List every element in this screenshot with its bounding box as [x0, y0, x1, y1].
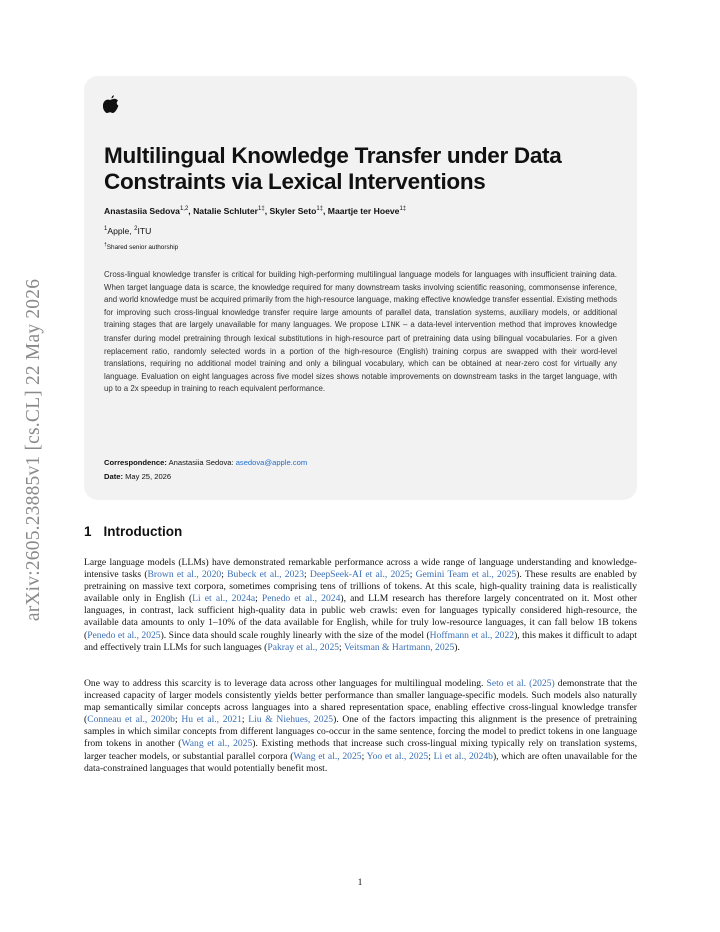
date-line [104, 472, 171, 481]
citation-link[interactable]: Bubeck et al., 2023 [227, 569, 304, 581]
shared-authorship-note [104, 242, 178, 251]
body-text: ; [174, 714, 182, 726]
section-number: 1 [84, 524, 92, 539]
affil-mark: 1 [104, 226, 108, 233]
citation-link[interactable]: Wang et al., 2025 [181, 738, 253, 750]
correspondence [104, 458, 307, 467]
body-text: One way to address this scarcity is to leverage data across other languages for multilingual modeling. [84, 678, 487, 689]
arxiv-sidebar-stamp [22, 260, 46, 640]
abstract [104, 269, 617, 396]
affil-mark: 2 [134, 226, 138, 233]
body-text: ; [255, 593, 262, 605]
section-heading [84, 524, 182, 539]
citation-link[interactable]: Li et al., 2024a [192, 593, 256, 605]
body-text: ). These results are enabled by pretraining on massive text corpora, sometimes comprising tens of trillions of tokens. At this scale, high-quality training data is realistically available only in English ( [84, 569, 637, 605]
body-text: ; [241, 714, 249, 726]
author-name: Anastasiia Sedova [104, 206, 180, 216]
abstract-text: – a data-level intervention method that improves knowledge transfer during model pretraining through lexical substitutions in high-resource part of pretraining data using bilingual vocabularies. For a given replacement ratio, randomly selected words in a portion of the high-resource (English) training corpus are swapped with their word-level translations, requiring no additional model training and only a bilingual vocabulary, which can be obtained at near-zero cost for virtually any language. Evaluation on eight languages across five model sizes shows notable improvements on downstream tasks in the target language, with up to a 2x speedup in training to reach equivalent performance. [104, 320, 617, 394]
citation-link[interactable]: Yoo et al., 2025 [366, 750, 429, 762]
intro-paragraph-2 [84, 678, 637, 775]
body-text: Large language models (LLMs) have demonstrated remarkable performance across a wide range of language understanding and knowledge-intensive tasks ( [84, 557, 637, 581]
shared-note-text: Shared senior authorship [106, 244, 179, 252]
body-text: ; [339, 641, 344, 653]
section-title: Introduction [103, 524, 183, 539]
author-name: Skyler Seto [269, 206, 317, 216]
body-text: ). [454, 641, 460, 653]
body-text: ; [221, 569, 228, 581]
body-text: ). Existing methods that increase such cross-lingual mixing typically rely on translation systems, larger teacher models, or substantial parallel corpora ( [84, 738, 638, 762]
apple-logo-icon [103, 95, 119, 114]
body-text: ). Since data should scale roughly linearly with the size of the model ( [160, 629, 430, 641]
body-text: ; [409, 569, 416, 581]
abstract-text: Cross-lingual knowledge transfer is critical for building high-performing multilingual language models for languages with insufficient training data. When target language data is scarce, the knowledge required for many downstream tasks involving scientific reasoning, commonsense inference, and world knowledge must be acquired primarily from the high-resource language, making effective knowledge transfer essential. Existing methods for improving such cross-lingual knowledge transfer require large amounts of parallel data, translation systems, auxiliary models, or additional training stages that are largely unavailable for many languages. We propose [104, 270, 618, 330]
citation-link[interactable]: Penedo et al., 2024 [261, 593, 341, 605]
citation-link[interactable]: Liu & Niehues, 2025 [248, 714, 334, 726]
citation-link[interactable]: Conneau et al., 2020b [87, 714, 175, 726]
body-text: ), which are often unavailable for the data-constrained languages that would potentially benefit most. [84, 750, 637, 774]
body-text: ), and LLM research has therefore largely concentrated on it. Most other languages, in contrast, lack sufficient high-quality data in public web crawls: even for languages typically considered high-resource, the available data amounts to only 1–10% of the data available for English, while for truly low-resource languages, it can fall below 1B tokens ( [84, 593, 637, 641]
author-name: Maartje ter Hoeve [327, 206, 400, 216]
date-label: Date: [104, 472, 123, 481]
author-mark: 1‡ [316, 206, 323, 213]
method-name: LINK [381, 321, 401, 331]
arxiv-id: arXiv:2605.23885v1 [cs.CL] 22 May 2026 [23, 278, 44, 622]
citation-link[interactable]: Li et al., 2024b [433, 750, 493, 762]
body-text: demonstrate that the increased capacity of larger models consistently yields better performance than smaller language-specific models. Such models also naturally map semantically similar concepts across languages into a shared representation space, enabling effective cross-lingual knowledge transfer ( [84, 678, 637, 726]
citation-link[interactable]: Pakray et al., 2025 [267, 641, 340, 653]
author-mark: 1‡ [399, 206, 407, 213]
author-mark: 1,2 [179, 206, 189, 213]
citation-link[interactable]: Penedo et al., 2025 [87, 629, 161, 641]
body-text: ). One of the factors impacting this alignment is the presence of pretraining samples in which similar concepts from different languages co-occur in the same sentence, forcing the model to predict tokens in one language from tokens in another ( [84, 714, 637, 750]
citation-link[interactable]: Wang et al., 2025 [293, 750, 362, 762]
affil-itu: ITU [137, 226, 152, 236]
affil-apple: Apple, [107, 226, 135, 236]
affiliations [104, 226, 151, 236]
page-number: 1 [357, 877, 363, 888]
author-name: Natalie Schluter [193, 206, 259, 216]
citation-link[interactable]: Gemini Team et al., 2025 [415, 569, 517, 581]
citation-link[interactable]: Veitsman & Hartmann, 2025 [343, 641, 455, 653]
email-link[interactable]: asedova@apple.com [235, 458, 308, 467]
citation-link[interactable]: Seto et al. (2025) [486, 678, 555, 689]
date-value: May 25, 2026 [123, 472, 172, 481]
correspondence-name: Anastasiia Sedova: [166, 458, 236, 467]
citation-link[interactable]: Brown et al., 2020 [147, 569, 222, 581]
intro-paragraph-1 [84, 557, 637, 654]
body-text: ), this makes it difficult to adapt and effectively train LLMs for such languages ( [84, 629, 637, 653]
citation-link[interactable]: Hu et al., 2021 [181, 714, 242, 726]
body-text: ; [428, 750, 434, 762]
citation-link[interactable]: Hoffmann et al., 2022 [429, 629, 515, 641]
citation-link[interactable]: DeepSeek-AI et al., 2025 [309, 569, 410, 581]
body-text: ; [361, 750, 367, 762]
author-mark: 1‡ [258, 206, 265, 213]
correspondence-label: Correspondence: [104, 458, 167, 467]
body-text: ; [304, 569, 310, 581]
paper-title: Multilingual Knowledge Transfer under Data Constraints via Lexical Interventions [104, 143, 562, 194]
author-list: Anastasiia Sedova$^{1,2}$, Natalie Schluter$^{1\ddagger}$, Skyler Seto$^{1\ddagger}$, Maartje ter Hoeve$^{1\ddagger}$ [104, 206, 407, 216]
dagger-mark: † [104, 242, 107, 248]
